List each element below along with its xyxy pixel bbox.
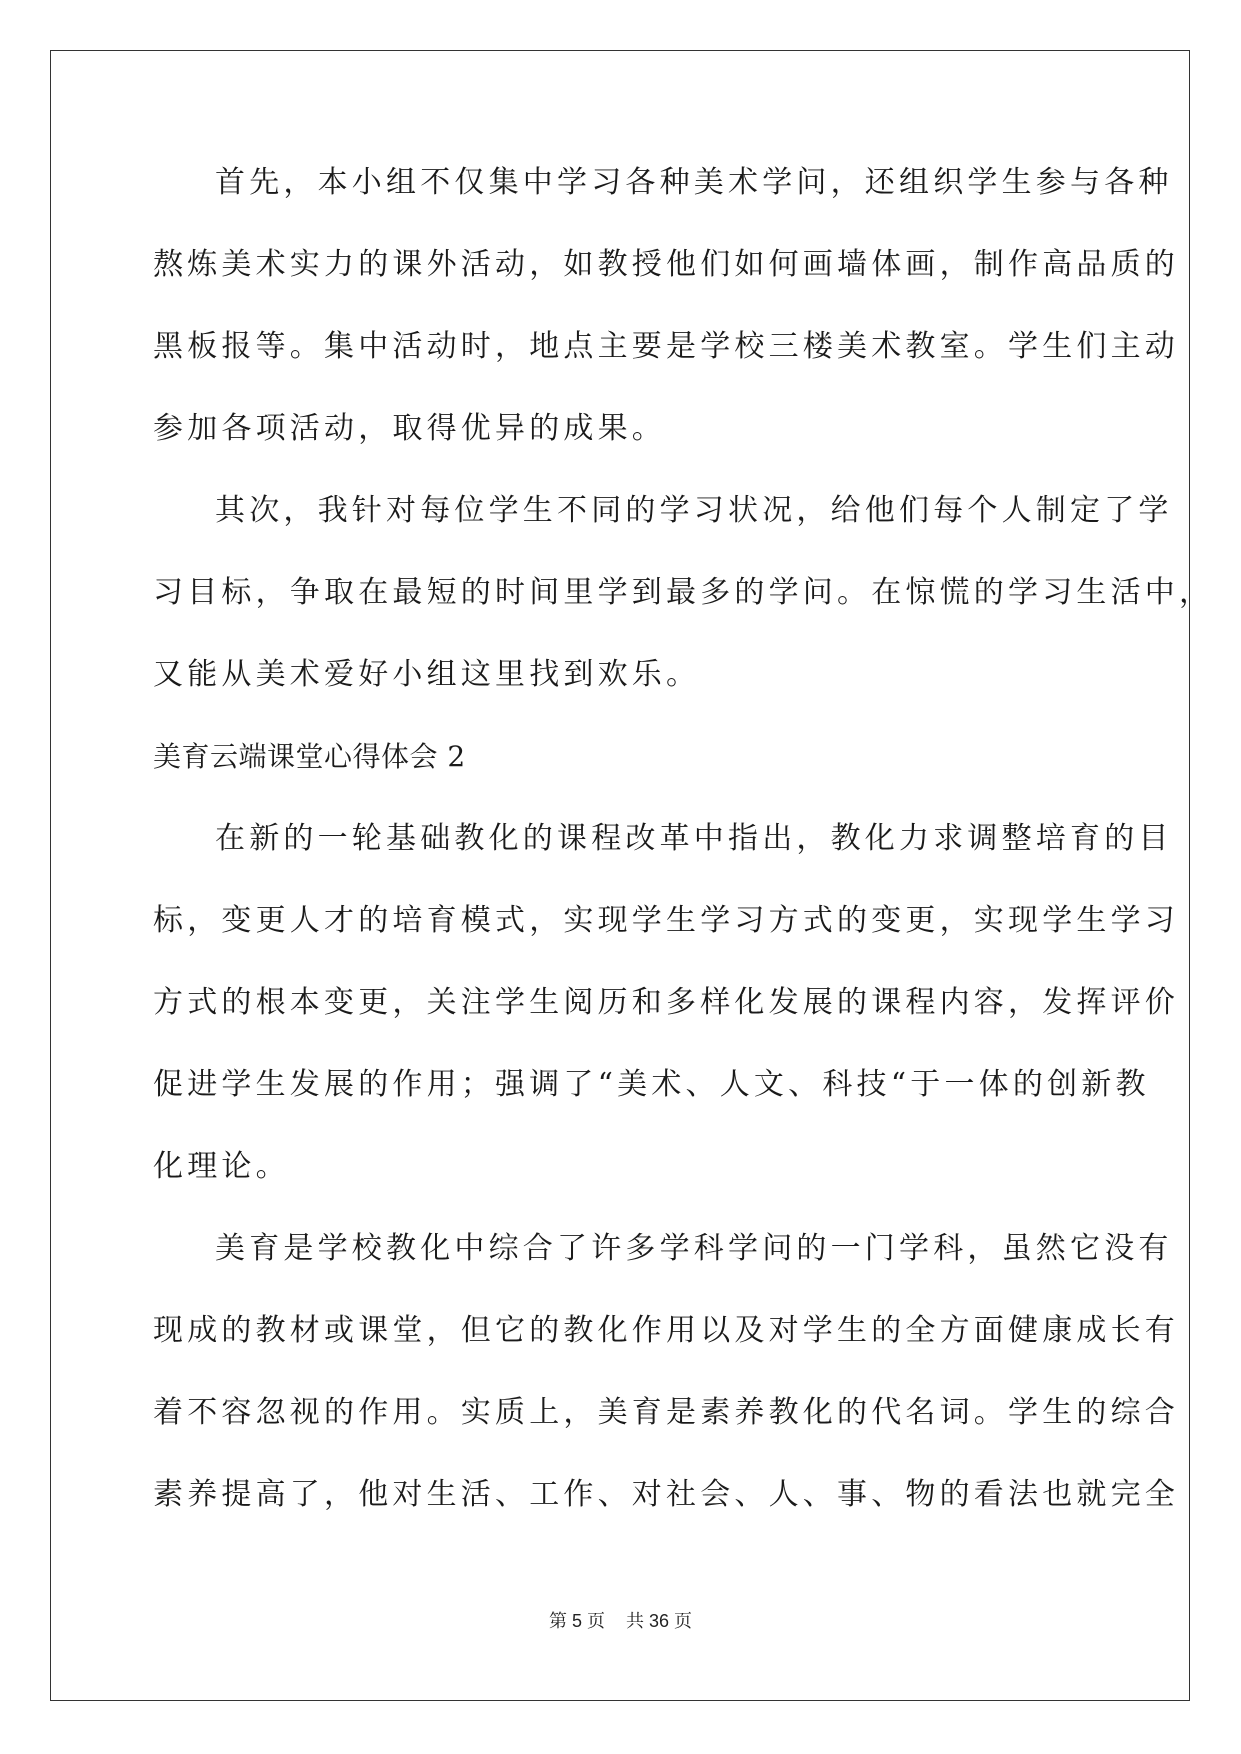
text-line: 在新的一轮基础教化的课程改革中指出，教化力求调整培育的目 (215, 821, 1173, 856)
page-footer (0, 1607, 1241, 1633)
document-body (153, 158, 1214, 1552)
text-line: 促进学生发展的作用；强调了“美术、人文、科技“于一体的创新教 (153, 1067, 1150, 1102)
text-line: 着不容忽视的作用。实质上，美育是素养教化的代名词。学生的综合 (153, 1395, 1179, 1430)
text-line: 习目标，争取在最短的时间里学到最多的学问。在惊慌的学习生活中， (153, 575, 1214, 610)
text-line: 熬炼美术实力的课外活动，如教授他们如何画墙体画，制作高品质的 (153, 247, 1179, 282)
text-line: 首先，本小组不仅集中学习各种美术学问，还组织学生参与各种 (215, 165, 1173, 200)
text-line: 参加各项活动，取得优异的成果。 (153, 411, 666, 446)
total-pages: 共 36 页 (626, 1611, 693, 1631)
text-line: 又能从美术爱好小组这里找到欢乐。 (153, 657, 701, 692)
text-line: 美育是学校教化中综合了许多学科学问的一门学科，虽然它没有 (215, 1231, 1173, 1266)
text-line: 方式的根本变更，关注学生阅历和多样化发展的课程内容，发挥评价 (153, 985, 1179, 1020)
text-line: 化理论。 (153, 1149, 290, 1184)
section-heading: 美育云端课堂心得体会 2 (153, 740, 466, 773)
text-line: 黑板报等。集中活动时，地点主要是学校三楼美术教室。学生们主动 (153, 329, 1179, 364)
text-line: 素养提高了，他对生活、工作、对社会、人、事、物的看法也就完全 (153, 1477, 1179, 1512)
text-line: 标，变更人才的培育模式，实现学生学习方式的变更，实现学生学习 (153, 903, 1179, 938)
text-line: 现成的教材或课堂，但它的教化作用以及对学生的全方面健康成长有 (153, 1313, 1179, 1348)
text-line: 其次，我针对每位学生不同的学习状况，给他们每个人制定了学 (215, 493, 1173, 528)
current-page-number: 第 5 页 (548, 1611, 605, 1631)
